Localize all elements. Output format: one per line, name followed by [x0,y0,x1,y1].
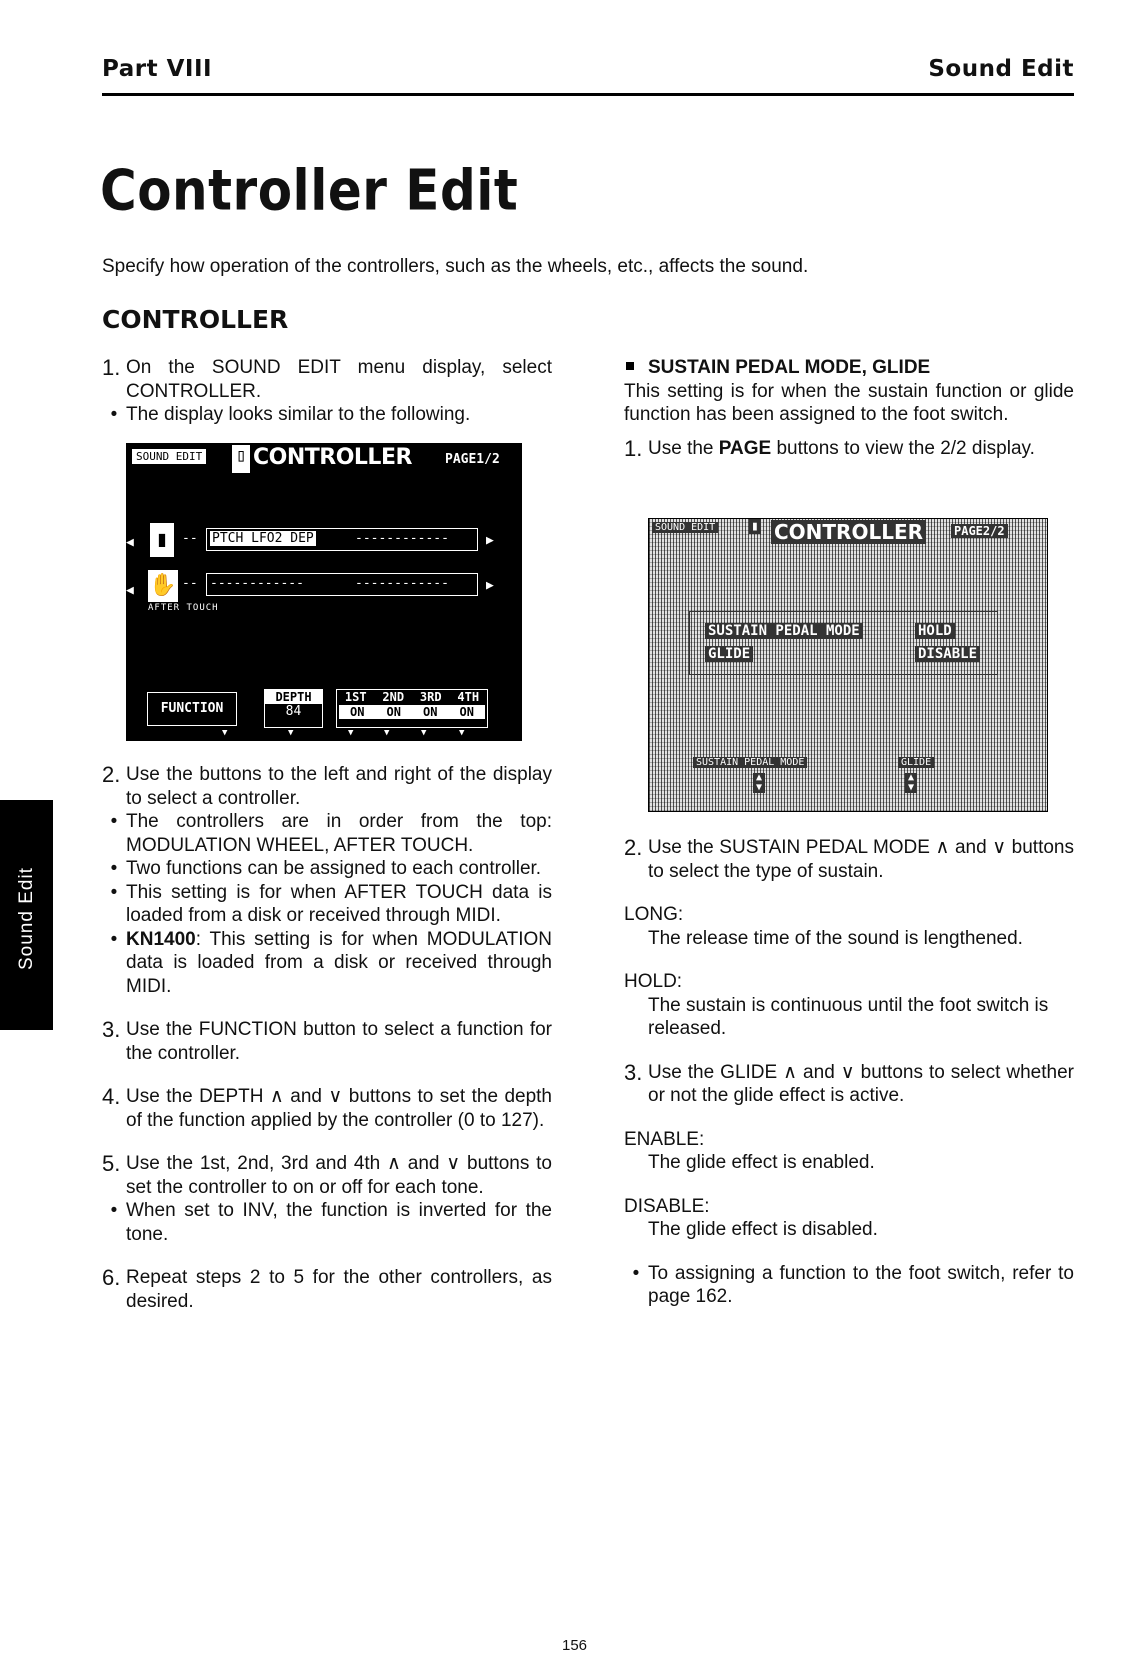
function-1-value: ------------ [210,576,304,591]
controller-page2-display [648,518,1048,812]
bullet-text: When set to INV, the function is inverted for the tone. [126,1200,552,1245]
intro-text: Specify how operation of the controllers, such as the wheels, etc., affects the sound. [102,256,809,277]
enable-text: The glide effect is enabled. [648,1152,875,1173]
glide-updown-icon[interactable]: ▲ ▼ [905,773,917,793]
connector: -- [182,531,198,546]
depth-box[interactable] [264,689,323,728]
step-text: Use the DEPTH ∧ and ∨ buttons to set the depth of the function applied by the controller (0 to 127). [126,1086,552,1131]
controller-icon: ▮ [751,519,759,534]
bullet-text: To assigning a function to the foot switch, refer to page 162. [648,1262,1074,1307]
down-marker-icon: ▼ [288,728,294,738]
disable-text: The glide effect is disabled. [648,1219,878,1240]
left-column-steps [102,763,552,1313]
subsection-intro: This setting is for when the sustain function or glide function has been assigned to the foot switch. [624,380,1074,425]
function-2-value: ------------ [355,576,449,591]
subsection-heading: SUSTAIN PEDAL MODE, GLIDE [648,357,931,378]
modulation-wheel-icon: ▮ [150,523,174,557]
depth-label: DEPTH [265,690,322,704]
bullet-icon: • [110,858,118,879]
settings-panel [689,611,998,675]
step-text: Repeat steps 2 to 5 for the other controllers, as desired. [126,1267,552,1312]
step-number: 5. [102,1151,121,1176]
left-column [102,356,552,427]
tone-4-value: ON [459,705,474,719]
function-row-2 [206,573,478,596]
step-number: 3. [102,1017,121,1042]
tone-3-label: 3RD [419,690,442,704]
disable-label: DISABLE: [624,1195,710,1217]
page-button-ref: PAGE [718,437,772,459]
tone-1-value: ON [350,705,365,719]
down-marker-icon: ▼ [348,728,354,738]
step-number: 2. [624,835,643,860]
down-marker-icon: ▼ [384,728,390,738]
tone-4-label: 4TH [457,690,480,704]
long-text: The release time of the sound is lengthened. [648,927,1023,949]
bullet-icon: • [110,404,118,425]
right-column-steps [624,836,1074,1309]
down-marker-icon: ▼ [459,728,465,738]
bullet-icon: • [110,928,118,950]
enable-label: ENABLE: [624,1128,705,1150]
function-button[interactable]: FUNCTION [147,692,237,726]
part-label: Part VIII [102,56,213,82]
page-indicator: PAGE1/2 [445,452,500,467]
model-name: KN1400 [126,928,196,950]
tone-switch-box[interactable] [336,689,488,728]
left-arrow-icon[interactable]: ◀ [126,535,134,550]
long-label: LONG: [624,904,684,925]
glide-button-label: GLIDE [898,757,934,768]
left-arrow-icon[interactable]: ◀ [126,583,134,598]
step-text: Use the 1st, 2nd, 3rd and 4th ∧ and ∨ buttons to set the controller to on or off for each tone. [126,1153,552,1198]
menu-tag: SOUND EDIT [652,522,718,533]
controller-page1-display [126,443,522,741]
bullet-icon: • [110,1200,118,1221]
after-touch-icon: ✋ [148,570,178,602]
bullet-text: Two functions can be assigned to each controller. [126,858,542,879]
step-number: 6. [102,1265,121,1290]
bullet-text: The display looks similar to the following. [126,404,471,425]
step-number: 2. [102,762,121,787]
right-column [624,356,1074,460]
function-row-1 [206,528,478,551]
function-1-value: PTCH LFO2 DEP [212,531,314,546]
step-text-post: buttons to view the 2/2 display. [771,437,1035,459]
step-text-pre: Use the [648,437,719,459]
page-title: Controller Edit [100,158,519,223]
step-text: Use the FUNCTION button to select a function for the controller. [126,1019,552,1064]
down-marker-icon: ▼ [222,728,228,738]
tone-2-label: 2ND [382,690,405,704]
page-indicator: PAGE2/2 [951,524,1008,538]
bullet-text: This setting is for when AFTER TOUCH data is loaded from a disk or received through MIDI. [126,881,552,926]
connector: -- [182,576,198,591]
step-text: Use the buttons to the left and right of the display to select a controller. [126,764,552,809]
step-number: 3. [624,1059,643,1085]
section-label: Sound Edit [928,56,1074,82]
hold-text: The sustain is continuous until the foot switch is released. [648,994,1049,1039]
right-arrow-icon[interactable]: ▶ [486,533,494,548]
bullet-icon: • [110,811,118,832]
step-text: Use the GLIDE ∧ and ∨ buttons to select whether or not the glide effect is active. [648,1061,1074,1106]
display-title: CONTROLLER [253,445,412,470]
wheel-icon: ▯ [232,445,250,473]
step-number: 1. [102,355,121,380]
side-tab-label: Sound Edit [16,867,37,970]
depth-value: 84 [285,704,302,719]
side-tab [0,800,53,1030]
right-arrow-icon[interactable]: ▶ [486,578,494,593]
hold-label: HOLD: [624,971,683,992]
bullet-icon: • [110,881,118,903]
sustain-pedal-mode-value[interactable]: HOLD [915,623,955,639]
after-touch-label: AFTER TOUCH [148,603,219,613]
step-number: 1. [624,435,643,461]
sustain-pedal-mode-label: SUSTAIN PEDAL MODE [705,623,863,639]
tone-2-value: ON [386,705,401,719]
display-title: CONTROLLER [771,520,926,544]
function-2-value: ------------ [355,531,449,546]
bullet-icon: • [632,1262,640,1284]
step-text: On the SOUND EDIT menu display, select CONTROLLER. [126,357,552,402]
section-heading: CONTROLLER [102,305,289,334]
menu-tag: SOUND EDIT [132,449,206,464]
page-number: 156 [562,1637,588,1654]
header-rule [102,93,1074,96]
glide-label: GLIDE [705,646,753,662]
square-bullet-icon [626,362,634,370]
step-number: 4. [102,1084,121,1109]
sustain-pedal-mode-updown-icon[interactable]: ▲ ▼ [753,773,765,793]
glide-value[interactable]: DISABLE [915,646,980,662]
bullet-text: The controllers are in order from the top: MODULATION WHEEL, AFTER TOUCH. [126,811,552,856]
tone-3-value: ON [423,705,438,719]
sustain-pedal-mode-button-label: SUSTAIN PEDAL MODE [693,757,807,768]
bullet-text: : This setting is for when MODULATION data is loaded from a disk or received through MIDI. [126,928,552,997]
tone-1-label: 1ST [344,690,367,704]
step-text: Use the SUSTAIN PEDAL MODE ∧ and ∨ buttons to select the type of sustain. [648,837,1074,882]
down-marker-icon: ▼ [421,728,427,738]
